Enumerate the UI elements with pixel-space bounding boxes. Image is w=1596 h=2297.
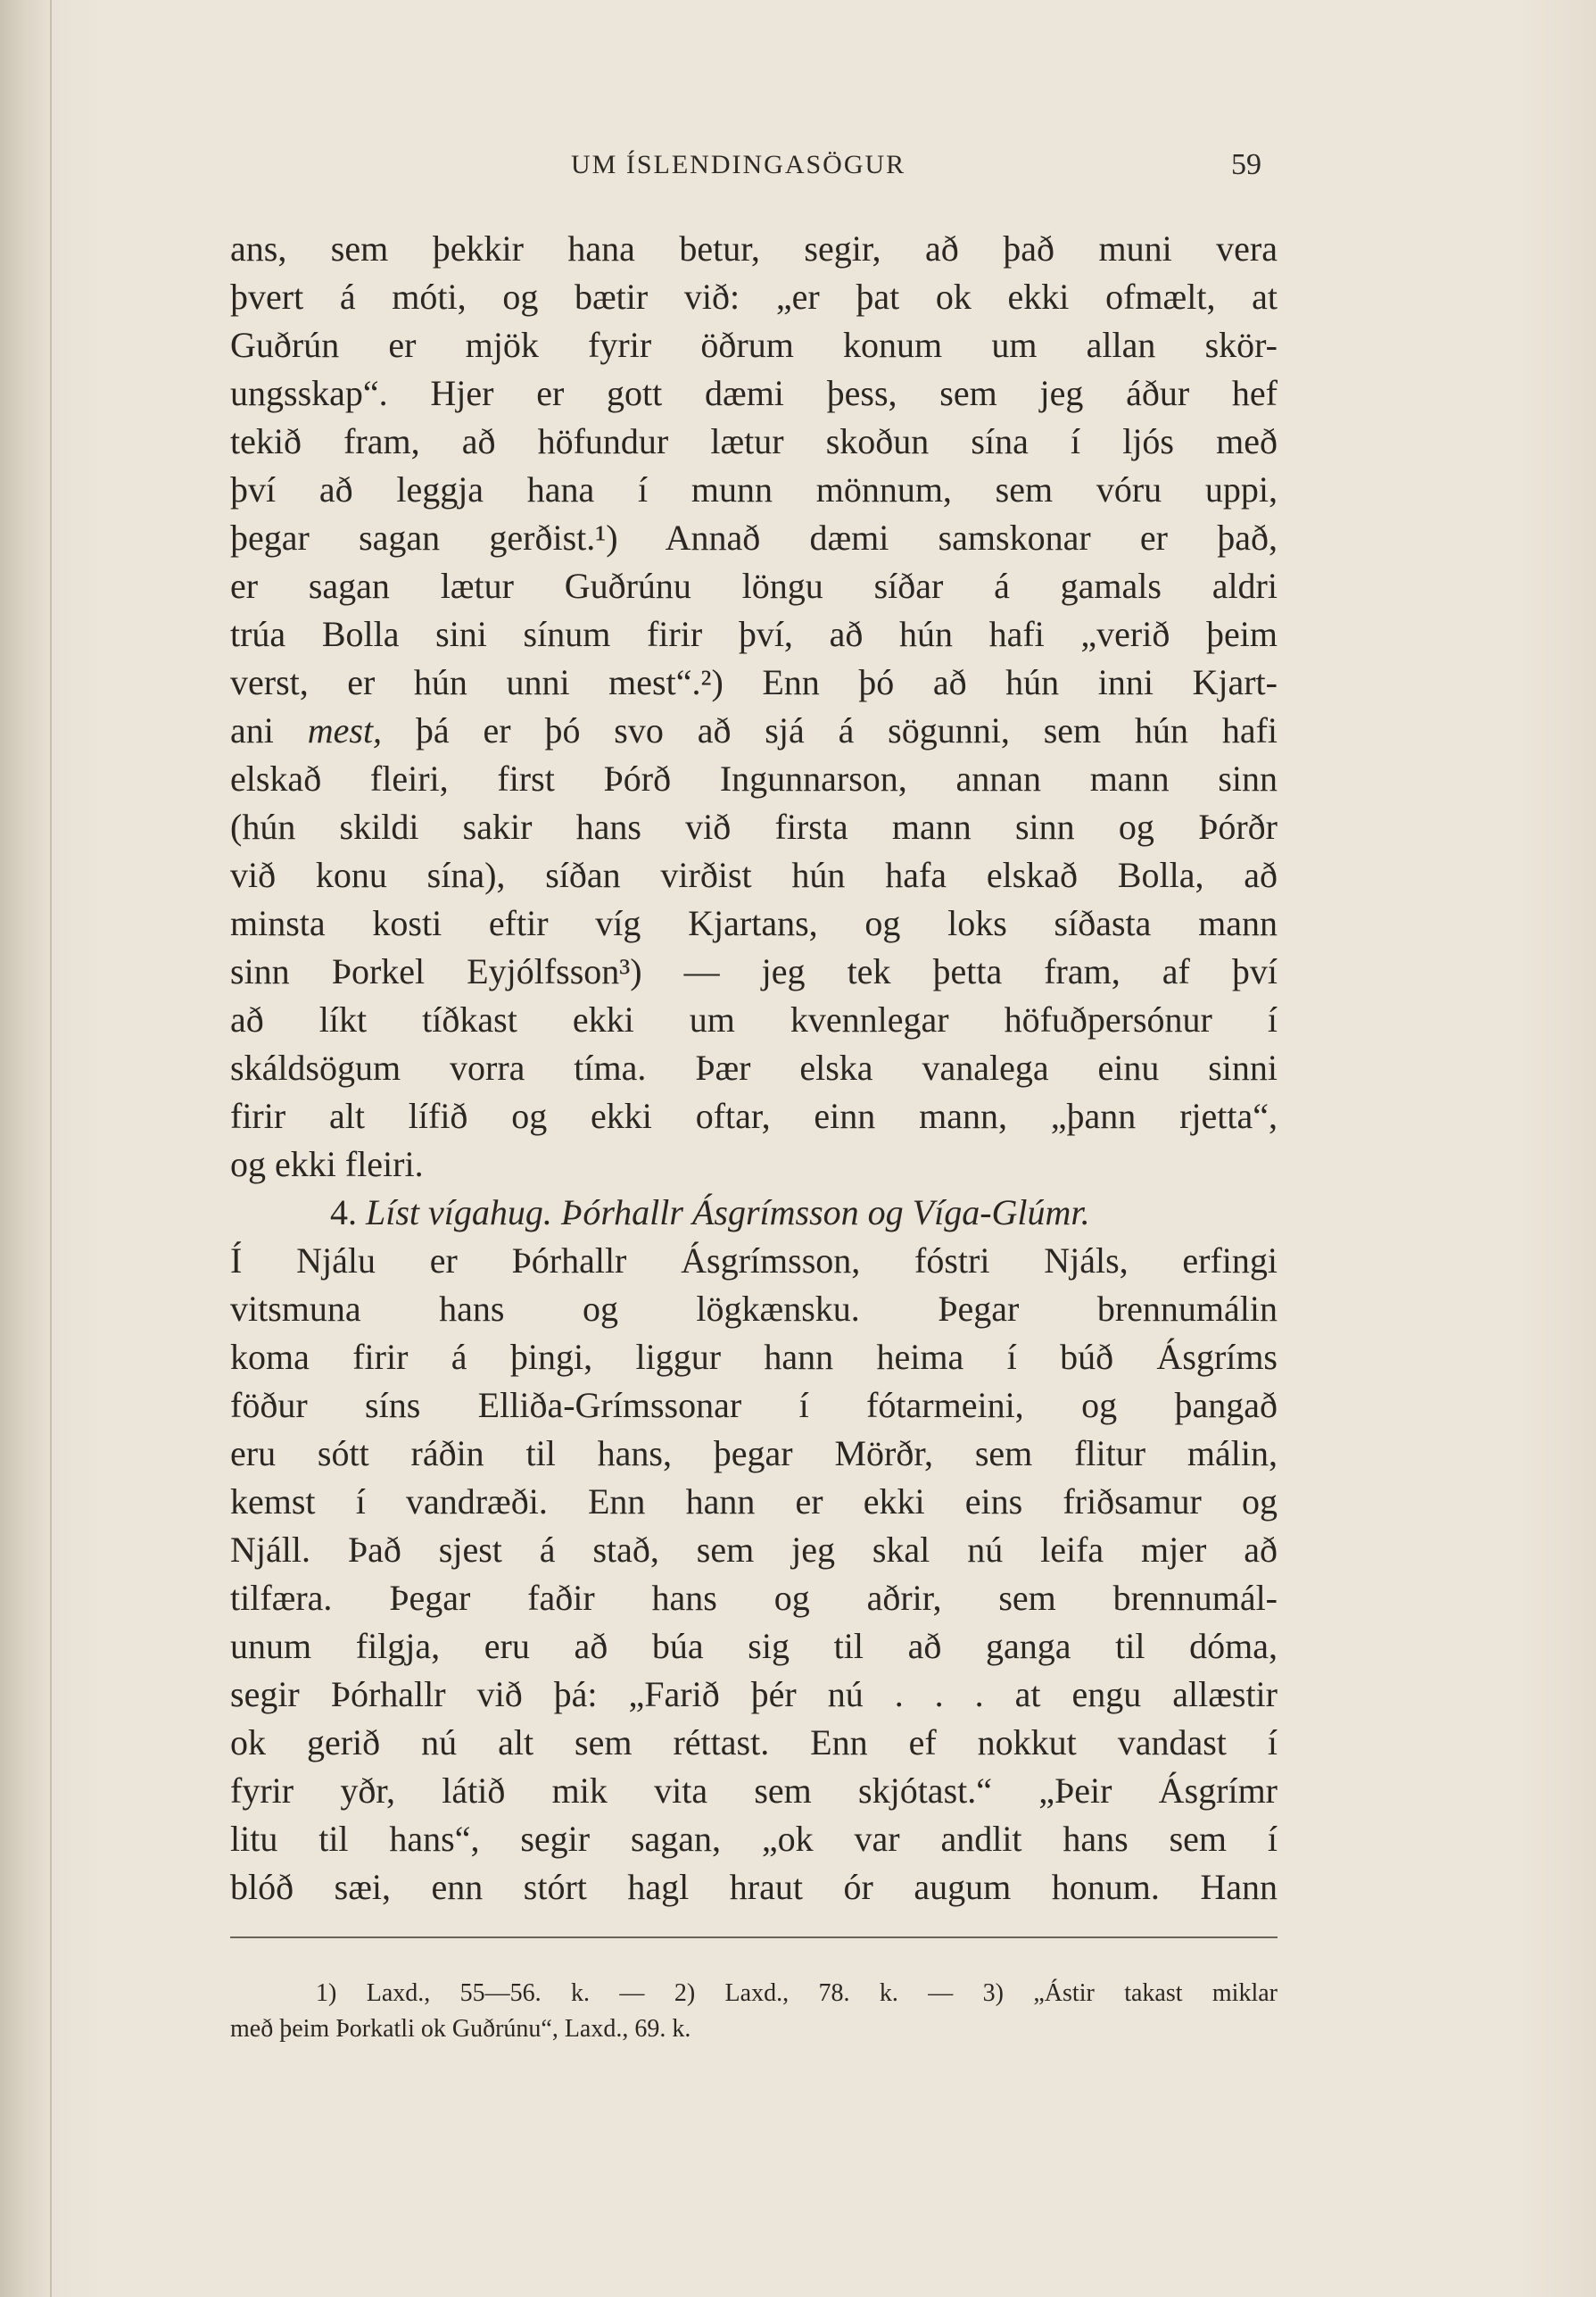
text-line: Njáll. Það sjest á stað, sem jeg skal nú leifa mjer að bbox=[230, 1530, 1278, 1570]
text-line: unum filgja, eru að búa sig til að ganga til dóma, bbox=[230, 1626, 1278, 1666]
binding-gutter-line bbox=[50, 0, 52, 2297]
text-line: Guðrún er mjök fyrir öðrum konum um allan skör- bbox=[230, 325, 1278, 365]
text-line: því að leggja hana í munn mönnum, sem vóru uppi, bbox=[230, 469, 1278, 510]
text-line: elskað fleiri, first Þórð Ingunnarson, annan mann sinn bbox=[230, 759, 1278, 799]
text-fragment: ani bbox=[230, 710, 274, 750]
text-line: við konu sína), síðan virðist hún hafa elskað Bolla, að bbox=[230, 855, 1278, 895]
text-line: fyrir yðr, látið mik vita sem skjótast.“ „Þeir Ásgrímr bbox=[230, 1770, 1278, 1811]
section-number: 4. bbox=[330, 1192, 357, 1232]
text-line: trúa Bolla sini sínum firir því, að hún hafi „verið þeim bbox=[230, 614, 1278, 654]
text-line bbox=[230, 707, 1278, 755]
text-fragment: þá er þó svo að sjá á sögunni, sem hún hafi bbox=[415, 710, 1278, 750]
section-heading bbox=[230, 1189, 1278, 1237]
text-line: ok gerið nú alt sem réttast. Enn ef nokkut vandast í bbox=[230, 1722, 1278, 1762]
text-line: segir Þórhallr við þá: „Farið þér nú . . . at engu allæstir bbox=[230, 1674, 1278, 1714]
running-head: UM ÍSLENDINGASÖGUR bbox=[571, 150, 906, 179]
text-line: blóð sæi, enn stórt hagl hraut ór augum honum. Hann bbox=[230, 1867, 1278, 1907]
text-line: skáldsögum vorra tíma. Þær elska vanalega einu sinni bbox=[230, 1048, 1278, 1088]
footnote-divider bbox=[230, 1936, 1278, 1938]
text-line: að líkt tíðkast ekki um kvennlegar höfuðpersónur í bbox=[230, 999, 1278, 1040]
text-line: litu til hans“, segir sagan, „ok var andlit hans sem í bbox=[230, 1819, 1278, 1859]
text-line: vitsmuna hans og lögkænsku. Þegar brennumálin bbox=[230, 1289, 1278, 1329]
text-line: kemst í vandræði. Enn hann er ekki eins friðsamur og bbox=[230, 1481, 1278, 1522]
section-title: Líst vígahug. Þórhallr Ásgrímsson og Víga-Glúmr. bbox=[366, 1192, 1090, 1232]
body-text bbox=[230, 225, 1278, 1911]
text-line: er sagan lætur Guðrúnu löngu síðar á gamals aldri bbox=[230, 566, 1278, 606]
binding-shadow bbox=[0, 0, 52, 2297]
text-line: eru sótt ráðin til hans, þegar Mörðr, sem flitur málin, bbox=[230, 1433, 1278, 1473]
text-line: föður síns Elliða-Grímssonar í fótarmeini, og þangað bbox=[230, 1385, 1278, 1425]
text-line: minsta kosti eftir víg Kjartans, og loks síðasta mann bbox=[230, 903, 1278, 943]
text-line: sinn Þorkel Eyjólfsson³) — jeg tek þetta fram, af því bbox=[230, 951, 1278, 991]
footnotes bbox=[230, 1976, 1278, 2047]
text-line: (hún skildi sakir hans við firsta mann sinn og Þórðr bbox=[230, 807, 1278, 847]
text-line: tilfæra. Þegar faðir hans og aðrir, sem brennumál- bbox=[230, 1578, 1278, 1618]
text-line: Í Njálu er Þórhallr Ásgrímsson, fóstri Njáls, erfingi bbox=[230, 1240, 1278, 1281]
text-line: ans, sem þekkir hana betur, segir, að það muni vera bbox=[230, 228, 1278, 269]
text-line: tekið fram, að höfundur lætur skoðun sína í ljós með bbox=[230, 421, 1278, 461]
footnote-line: 1) Laxd., 55—56. k. — 2) Laxd., 78. k. — 3) „Ástir takast miklar bbox=[316, 1979, 1278, 2007]
page-number: 59 bbox=[1231, 148, 1261, 181]
footnote-line: með þeim Þorkatli ok Guðrúnu“, Laxd., 69. k. bbox=[230, 2015, 691, 2043]
text-line: ungsskap“. Hjer er gott dæmi þess, sem jeg áður hef bbox=[230, 373, 1278, 413]
text-line: koma firir á þingi, liggur hann heima í búð Ásgríms bbox=[230, 1337, 1278, 1377]
text-line: verst, er hún unni mest“.²) Enn þó að hún inni Kjart- bbox=[230, 662, 1278, 702]
text-line: þegar sagan gerðist.¹) Annað dæmi samskonar er það, bbox=[230, 518, 1278, 558]
text-line: firir alt lífið og ekki oftar, einn mann, „þann rjetta“, bbox=[230, 1096, 1278, 1136]
emphasis-mest: mest, bbox=[307, 710, 383, 750]
text-line: þvert á móti, og bætir við: „er þat ok ekki ofmælt, at bbox=[230, 277, 1278, 317]
text-line: og ekki fleiri. bbox=[230, 1144, 424, 1184]
